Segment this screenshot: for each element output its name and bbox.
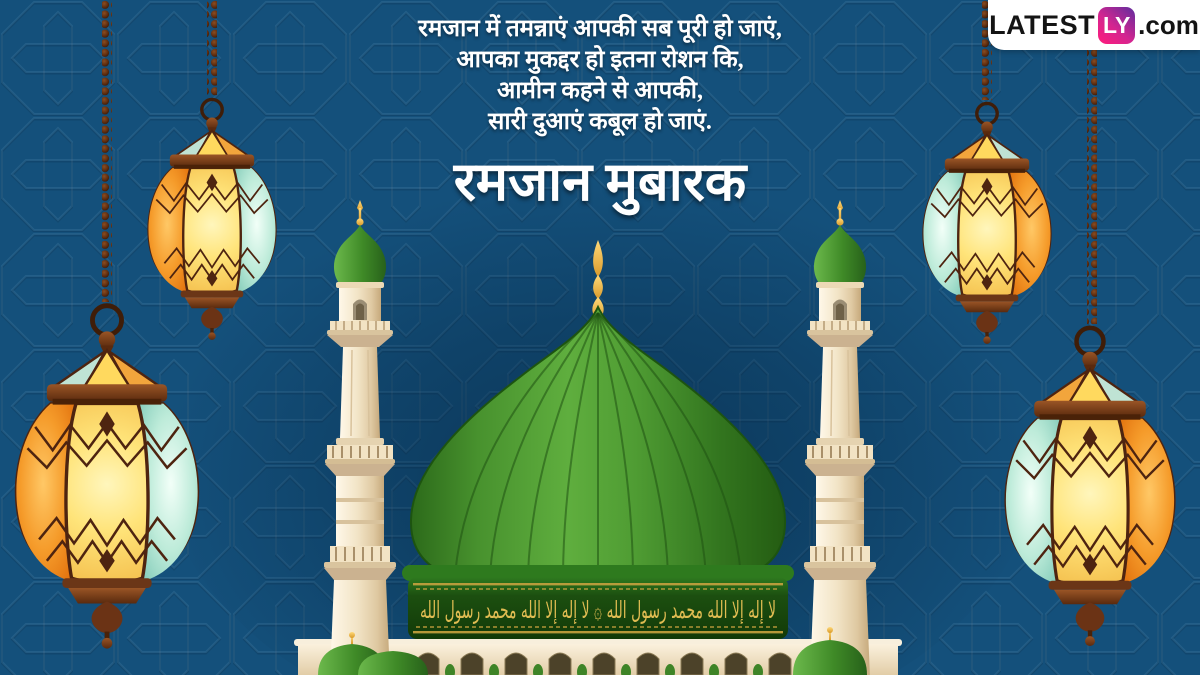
greeting-line: आमीन कहने से आपकी, bbox=[497, 78, 703, 104]
latestly-logo bbox=[988, 0, 1200, 50]
greeting-heading: रमजान मुबारक bbox=[453, 152, 747, 212]
logo-latest-text: LATEST bbox=[989, 9, 1096, 40]
greeting-line: सारी दुआएं कबूल हो जाएं. bbox=[488, 109, 712, 135]
arabic-calligraphy: لا إله إلا الله محمد رسول الله ۞ لا إله إلا الله محمد رسول الله bbox=[420, 596, 1035, 624]
mosque-wall-windows bbox=[417, 653, 791, 675]
greeting-line: आपका मुकद्दर हो इतना रोशन कि, bbox=[456, 47, 744, 73]
greeting-line: रमजान में तमन्नाएं आपकी सब पूरी हो जाएं, bbox=[418, 16, 782, 42]
logo-dotcom-text: .com bbox=[1138, 9, 1199, 40]
logo-ly-badge: LY bbox=[1098, 7, 1135, 44]
calligraphy-band bbox=[402, 565, 1035, 639]
